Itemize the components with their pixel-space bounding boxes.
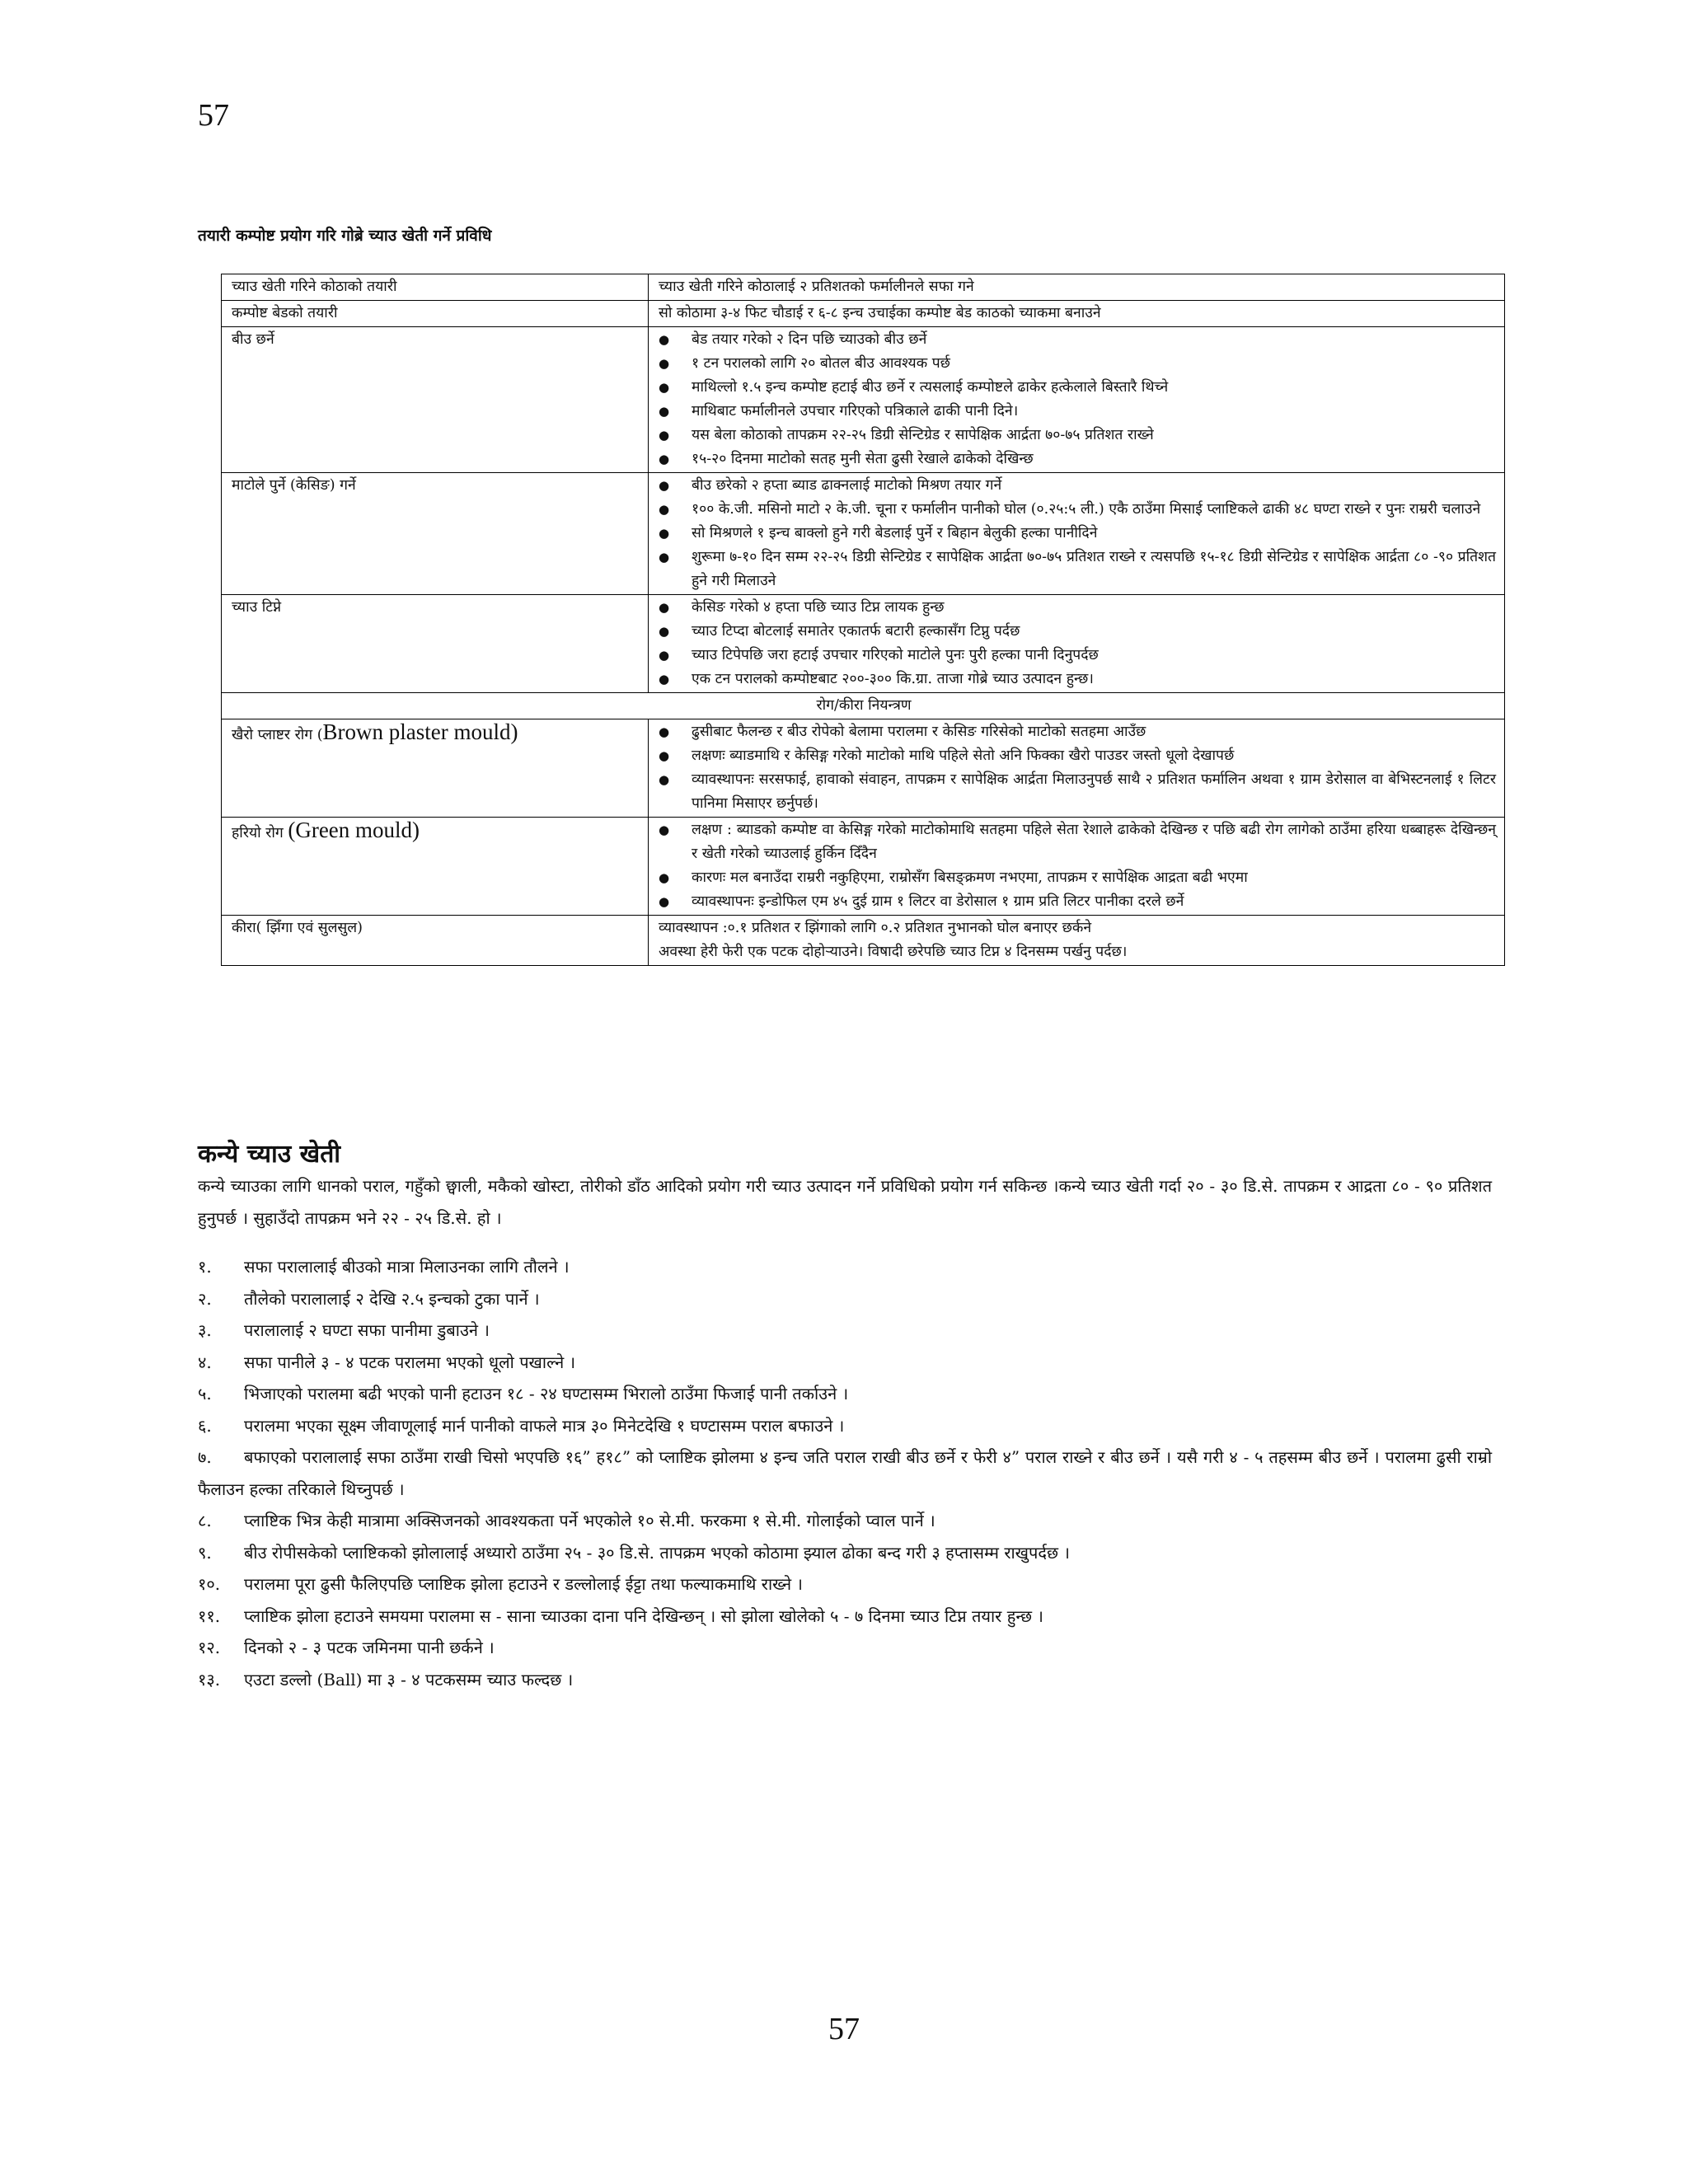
- step-text: बफाएको परालालाई सफा ठाउँमा राखी चिसो भएपछि १६” ह१८” को प्लाष्टिक झोलमा ४ इन्च जति पराल राखी बीउ छर्ने र फेरी ४” पराल राख्ने र बीउ छर्ने । यसै गरी ४ - ५ तहसम्म बीउ छर्ने । परालमा ढुसी राम्रो फैलाउन हल्का तरिकाले थिच्नुपर्छ ।: [198, 1447, 1492, 1499]
- bullet-item: ● सो मिश्रणले १ इन्च बाक्लो हुने गरी बेडलाई पुर्ने र बिहान बेलुकी हल्का पानीदिने: [659, 522, 1496, 546]
- detail-cell: [649, 595, 1505, 693]
- steps-list: [198, 1251, 1492, 1695]
- list-item: [198, 1632, 1492, 1664]
- table-row: [222, 473, 1505, 595]
- step-text: तौलेको परालालाई २ देखि २.५ इन्चको टुका पार्ने ।: [244, 1288, 540, 1309]
- document-title: तयारी कम्पोष्ट प्रयोग गरि गोब्रे च्याउ खेती गर्ने प्रविधि: [198, 227, 492, 245]
- detail-line: अवस्था हेरी फेरी एक पटक दोहोऱ्याउने। विषादी छरेपछि च्याउ टिप्न ४ दिनसम्म पर्खनु पर्दछ।: [659, 944, 1128, 960]
- detail-cell: [649, 327, 1505, 473]
- list-item: [198, 1251, 1492, 1283]
- bullet-item: ● १ टन परालको लागि २० बोतल बीउ आवश्यक पर्छ: [659, 352, 1496, 376]
- detail-cell: च्याउ खेती गरिने कोठालाई २ प्रतिशतको फर्मालीनले सफा गने: [649, 274, 1505, 301]
- list-item: [198, 1315, 1492, 1347]
- stage-cell: च्याउ खेती गरिने कोठाको तयारी: [222, 274, 649, 301]
- step-text: परालालाई २ घण्टा सफा पानीमा डुबाउने ।: [244, 1320, 490, 1340]
- bullet-item: ● यस बेला कोठाको तापक्रम २२-२५ डिग्री सेन्टिग्रेड र सापेक्षिक आर्द्रता ७०-७५ प्रतिशत राख्ने: [659, 424, 1496, 448]
- step-number: ८.: [198, 1511, 212, 1530]
- step-number: १२.: [198, 1638, 221, 1657]
- table-row: [222, 327, 1505, 473]
- detail-cell: [649, 473, 1505, 595]
- bullet-item: ● माथिल्लो १.५ इन्च कम्पोष्ट हटाई बीउ छर्ने र त्यसलाई कम्पोष्टले ढाकेर हत्केलाले बिस्तारै थिच्ने: [659, 376, 1496, 400]
- bullet-item: ● १५-२० दिनमा माटोको सतह मुनी सेता ढुसी रेखाले ढाकेको देखिन्छ: [659, 448, 1496, 471]
- bullet-item: ● च्याउ टिप्दा बोटलाई समातेर एकातर्फ बटारी हल्कासँग टिप्नु पर्दछ: [659, 620, 1496, 644]
- stage-cell: बीउ छर्ने: [222, 327, 649, 473]
- stage-cell: [222, 719, 649, 818]
- step-number: ९.: [198, 1542, 212, 1563]
- page-number-bottom: 57: [828, 2012, 860, 2046]
- bullet-item: ● लक्षणः ब्याडमाथि र केसिङ्ग गरेको माटोको माथि पहिले सेतो अनि फिक्का खैरो पाउडर जस्तो धूलो देखापर्छ: [659, 744, 1496, 768]
- step-text: परालमा पूरा ढुसी फैलिएपछि प्लाष्टिक झोला हटाउने र डल्लोलाई ईट्टा तथा फल्याकमाथि राख्ने ।: [244, 1574, 804, 1594]
- stage-cell: [222, 818, 649, 916]
- step-number: १०.: [198, 1574, 221, 1594]
- bullet-item: ● १०० के.जी. मसिनो माटो २ के.जी. चूना र फर्मालीन पानीको घोल (०.२५:५ ली.) एकै ठाउँमा मिसाई प्लाष्टिकले ढाकी ४८ घण्टा राख्ने र पुनः राम्ररी चलाउने: [659, 498, 1496, 522]
- table-row: [222, 693, 1505, 719]
- table-row: [222, 274, 1505, 301]
- list-item: [198, 1664, 1492, 1696]
- bullet-item: ● केसिङ गरेको ४ हप्ता पछि च्याउ टिप्न लायक हुन्छ: [659, 596, 1496, 620]
- step-number: ६.: [198, 1415, 212, 1436]
- stage-label: हरियो रोग: [232, 825, 288, 841]
- list-item: [198, 1378, 1492, 1410]
- step-text: सफा पानीले ३ - ४ पटक परालमा भएको धूलो पखाल्ने ।: [244, 1352, 576, 1372]
- step-number: ५.: [198, 1384, 212, 1404]
- list-item: [198, 1283, 1492, 1315]
- stage-label-english: (Green mould): [288, 818, 420, 842]
- table-row: [222, 916, 1505, 966]
- list-item: [198, 1505, 1492, 1537]
- step-text: बीउ रोपीसकेको प्लाष्टिकको झोलालाई अध्यारो ठाउँमा २५ - ३० डि.से. तापक्रम भएको कोठामा झ्याल ढोका बन्द गरी ३ हप्तासम्म राखुपर्दछ ।: [244, 1542, 1070, 1563]
- step-number: १३.: [198, 1669, 221, 1690]
- bullet-item: ● च्याउ टिपेपछि जरा हटाई उपचार गरिएको माटोले पुनः पुरी हल्का पानी दिनुपर्दछ: [659, 644, 1496, 668]
- table-row: [222, 301, 1505, 327]
- step-text: सफा परालालाई बीउको मात्रा मिलाउनका लागि तौलने ।: [244, 1257, 570, 1277]
- table-row: [222, 719, 1505, 818]
- step-number: ११.: [198, 1605, 221, 1626]
- step-text: एउटा डल्लो (Ball) मा ३ - ४ पटकसम्म च्याउ फल्दछ ।: [244, 1669, 574, 1690]
- bullet-item: ● ढुसीबाट फैलन्छ र बीउ रोपेको बेलामा परालमा र केसिङ गरिसेको माटोको सतहमा आउँछ: [659, 720, 1496, 744]
- step-number: २.: [198, 1288, 212, 1309]
- list-item: [198, 1568, 1492, 1601]
- bullet-item: ● शुरूमा ७-१० दिन सम्म २२-२५ डिग्री सेन्टिग्रेड र सापेक्षिक आर्द्रता ७०-७५ प्रतिशत राख्ने र त्यसपछि १५-१८ डिग्री सेन्टिग्रेड र सापेक्षिक आर्द्रता ८० -९० प्रतिशत हुने गरी मिलाउने: [659, 546, 1496, 593]
- bullet-item: ● व्यावस्थापनः सरसफाई, हावाको संवाहन, तापक्रम र सापेक्षिक आर्द्रता मिलाउनुपर्छ साथै २ प्रतिशत फर्मालिन अथवा १ ग्राम डेरोसाल वा बेभिस्टनलाई १ लिटर पानिमा मिसाएर छर्नुपर्छ।: [659, 768, 1496, 816]
- section-intro: कन्ये च्याउका लागि धानको पराल, गहुँको छ्वाली, मकैको खोस्टा, तोरीको डाँठ आदिको प्रयोग गरी च्याउ उत्पादन गर्ने प्रविधिको प्रयोग गर्न सकिन्छ ।कन्ये च्याउ खेती गर्दा २० - ३० डि.से. तापक्रम र आद्रता ८० - ९० प्रतिशत हुनुपर्छ । सुहाउँदो तापक्रम भने २२ - २५ डि.से. हो ।: [198, 1176, 1492, 1228]
- detail-cell: [649, 719, 1505, 818]
- step-text: भिजाएको परालमा बढी भएको पानी हटाउन १८ - २४ घण्टासम्म भिरालो ठाउँमा फिजाई पानी तर्काउने ।: [244, 1384, 849, 1404]
- detail-cell: सो कोठामा ३-४ फिट चौडाई र ६-८ इन्च उचाईका कम्पोष्ट बेड काठको च्याकमा बनाउने: [649, 301, 1505, 327]
- section-heading: कन्ये च्याउ खेती: [198, 1140, 341, 1169]
- bullet-item: ● बीउ छरेको २ हप्ता ब्याड ढाक्नलाई माटोको मिश्रण तयार गर्ने: [659, 474, 1496, 498]
- cultivation-table: [221, 274, 1505, 966]
- detail-cell: [649, 916, 1505, 966]
- bullet-item: ● माथिबाट फर्मालीनले उपचार गरिएको पत्रिकाले ढाकी पानी दिने।: [659, 400, 1496, 424]
- list-item: [198, 1347, 1492, 1379]
- stage-cell: कीरा( झिँगा एवं सुलसुल): [222, 916, 649, 966]
- detail-line: व्यावस्थापन :०.१ प्रतिशत र झिंगाको लागि ०.२ प्रतिशत नुभानको घोल बनाएर छर्कने: [659, 920, 1092, 936]
- stage-label: खैरो प्लाष्टर रोग (: [232, 727, 323, 743]
- step-text: परालमा भएका सूक्ष्म जीवाणूलाई मार्न पानीको वाफले मात्र ३० मिनेटदेखि १ घण्टासम्म पराल बफाउने ।: [244, 1415, 845, 1436]
- bullet-item: ● लक्षण : ब्याडको कम्पोष्ट वा केसिङ्ग गरेको माटोकोमाथि सतहमा पहिले सेता रेशाले ढाकेको देखिन्छ र पछि बढी रोग लागेको ठाउँमा हरिया धब्बाहरू देखिन्छन् र खेती गरेको च्याउलाई हुर्किन दिँदैन: [659, 818, 1496, 866]
- list-item: [198, 1537, 1492, 1569]
- list-item: [198, 1441, 1492, 1505]
- page-number-top: 57: [198, 98, 229, 133]
- step-number: ३.: [198, 1320, 212, 1340]
- bullet-item: ● एक टन परालको कम्पोष्टबाट २००-३०० कि.ग्रा. ताजा गोब्रे च्याउ उत्पादन हुन्छ।: [659, 668, 1496, 691]
- step-number: ७.: [198, 1447, 212, 1467]
- bullet-item: ● व्यावस्थापनः इन्डोफिल एम ४५ दुई ग्राम १ लिटर वा डेरोसाल १ ग्राम प्रति लिटर पानीका दरले छर्ने: [659, 890, 1496, 914]
- step-text: प्लाष्टिक भित्र केही मात्रामा अक्सिजनको आवश्यकता पर्ने भएकोले १० से.मी. फरकमा १ से.मी. गोलाईको प्वाल पार्ने ।: [244, 1511, 935, 1530]
- list-item: [198, 1601, 1492, 1633]
- stage-cell: माटोले पुर्ने (केसिङ) गर्ने: [222, 473, 649, 595]
- step-number: १.: [198, 1257, 212, 1277]
- step-text: दिनको २ - ३ पटक जमिनमा पानी छर्कने ।: [244, 1638, 495, 1657]
- detail-cell: [649, 818, 1505, 916]
- table-row: [222, 595, 1505, 693]
- table-row: [222, 818, 1505, 916]
- section-header-cell: रोग/कीरा नियन्त्रण: [222, 693, 1505, 719]
- stage-cell: च्याउ टिप्ने: [222, 595, 649, 693]
- bullet-item: ● बेड तयार गरेको २ दिन पछि च्याउको बीउ छर्ने: [659, 328, 1496, 352]
- bullet-item: ● कारणः मल बनाउँदा राम्ररी नकुहिएमा, राम्रोसँग बिसङ्क्रमण नभएमा, तापक्रम र सापेक्षिक आद्रता बढी भएमा: [659, 866, 1496, 890]
- step-number: ४.: [198, 1352, 212, 1372]
- list-item: [198, 1410, 1492, 1442]
- step-text: प्लाष्टिक झोला हटाउने समयमा परालमा स - साना च्याउका दाना पनि देखिन्छन् । सो झोला खोलेको ५ - ७ दिनमा च्याउ टिप्न तयार हुन्छ ।: [244, 1605, 1044, 1626]
- stage-label-english: Brown plaster mould): [322, 719, 518, 744]
- stage-cell: कम्पोष्ट बेडको तयारी: [222, 301, 649, 327]
